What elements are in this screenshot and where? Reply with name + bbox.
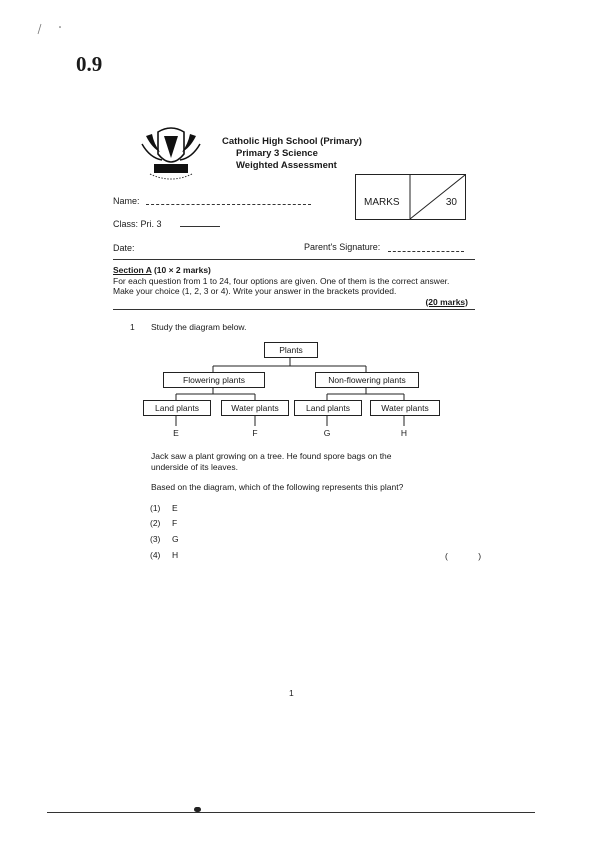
question-scenario: Jack saw a plant growing on a tree. He found spore bags on the underside of its leaves. bbox=[151, 451, 392, 472]
section-title: Section A bbox=[113, 265, 152, 275]
option-1-text: E bbox=[172, 503, 178, 513]
page-number: 1 bbox=[289, 688, 294, 698]
diagram-group-flowering: Flowering plants bbox=[163, 372, 265, 388]
answer-bracket[interactable]: ( ) bbox=[445, 551, 496, 561]
page-label: 0.9 bbox=[76, 52, 103, 76]
section-instructions: For each question from 1 to 24, four options are given. One of them is the correct answer. Make your choice (1, 2, 3 or 4). Write your answer in the brackets provided. bbox=[113, 275, 450, 296]
question-number: 1 bbox=[130, 322, 135, 332]
option-2-text: F bbox=[172, 518, 178, 528]
diagram-leaf-h: Water plants bbox=[370, 400, 440, 416]
diagram-group-non-flowering: Non-flowering plants bbox=[315, 372, 419, 388]
option-4-number: (4) bbox=[150, 550, 161, 560]
option-3-number: (3) bbox=[150, 534, 161, 544]
diagram-leaf-g: Land plants bbox=[294, 400, 362, 416]
diagram-letter-e: E bbox=[173, 428, 179, 438]
diagram-letter-f: F bbox=[252, 428, 258, 438]
diagram-letter-g: G bbox=[323, 428, 331, 438]
name-label: Name: bbox=[113, 196, 140, 206]
scan-speck bbox=[194, 807, 201, 812]
marks-total: 30 bbox=[445, 197, 457, 208]
question-prompt: Study the diagram below. bbox=[151, 322, 247, 332]
marks-label: MARKS bbox=[364, 197, 400, 208]
question-ask: Based on the diagram, which of the following represents this plant? bbox=[151, 482, 404, 492]
bottom-rule bbox=[47, 812, 535, 813]
class-label: Class: Pri. 3 bbox=[113, 219, 162, 229]
option-3-text: G bbox=[172, 534, 179, 544]
diagram-leaf-e: Land plants bbox=[143, 400, 211, 416]
section-total: (20 marks) bbox=[425, 296, 468, 307]
section-marks-note: (10 × 2 marks) bbox=[153, 265, 211, 275]
assessment-title: Weighted Assessment bbox=[236, 160, 337, 171]
option-4-text: H bbox=[172, 550, 179, 560]
signature-label: Parent's Signature: bbox=[304, 242, 381, 252]
school-level: Primary 3 Science bbox=[236, 148, 318, 159]
school-name: Catholic High School (Primary) bbox=[222, 136, 362, 147]
diagram-letter-h: H bbox=[400, 428, 408, 438]
diagram-leaf-f: Water plants bbox=[221, 400, 289, 416]
diagram-root-plants: Plants bbox=[264, 342, 318, 358]
option-2-number: (2) bbox=[150, 518, 161, 528]
option-1-number: (1) bbox=[150, 503, 161, 513]
date-label: Date: bbox=[113, 243, 135, 253]
